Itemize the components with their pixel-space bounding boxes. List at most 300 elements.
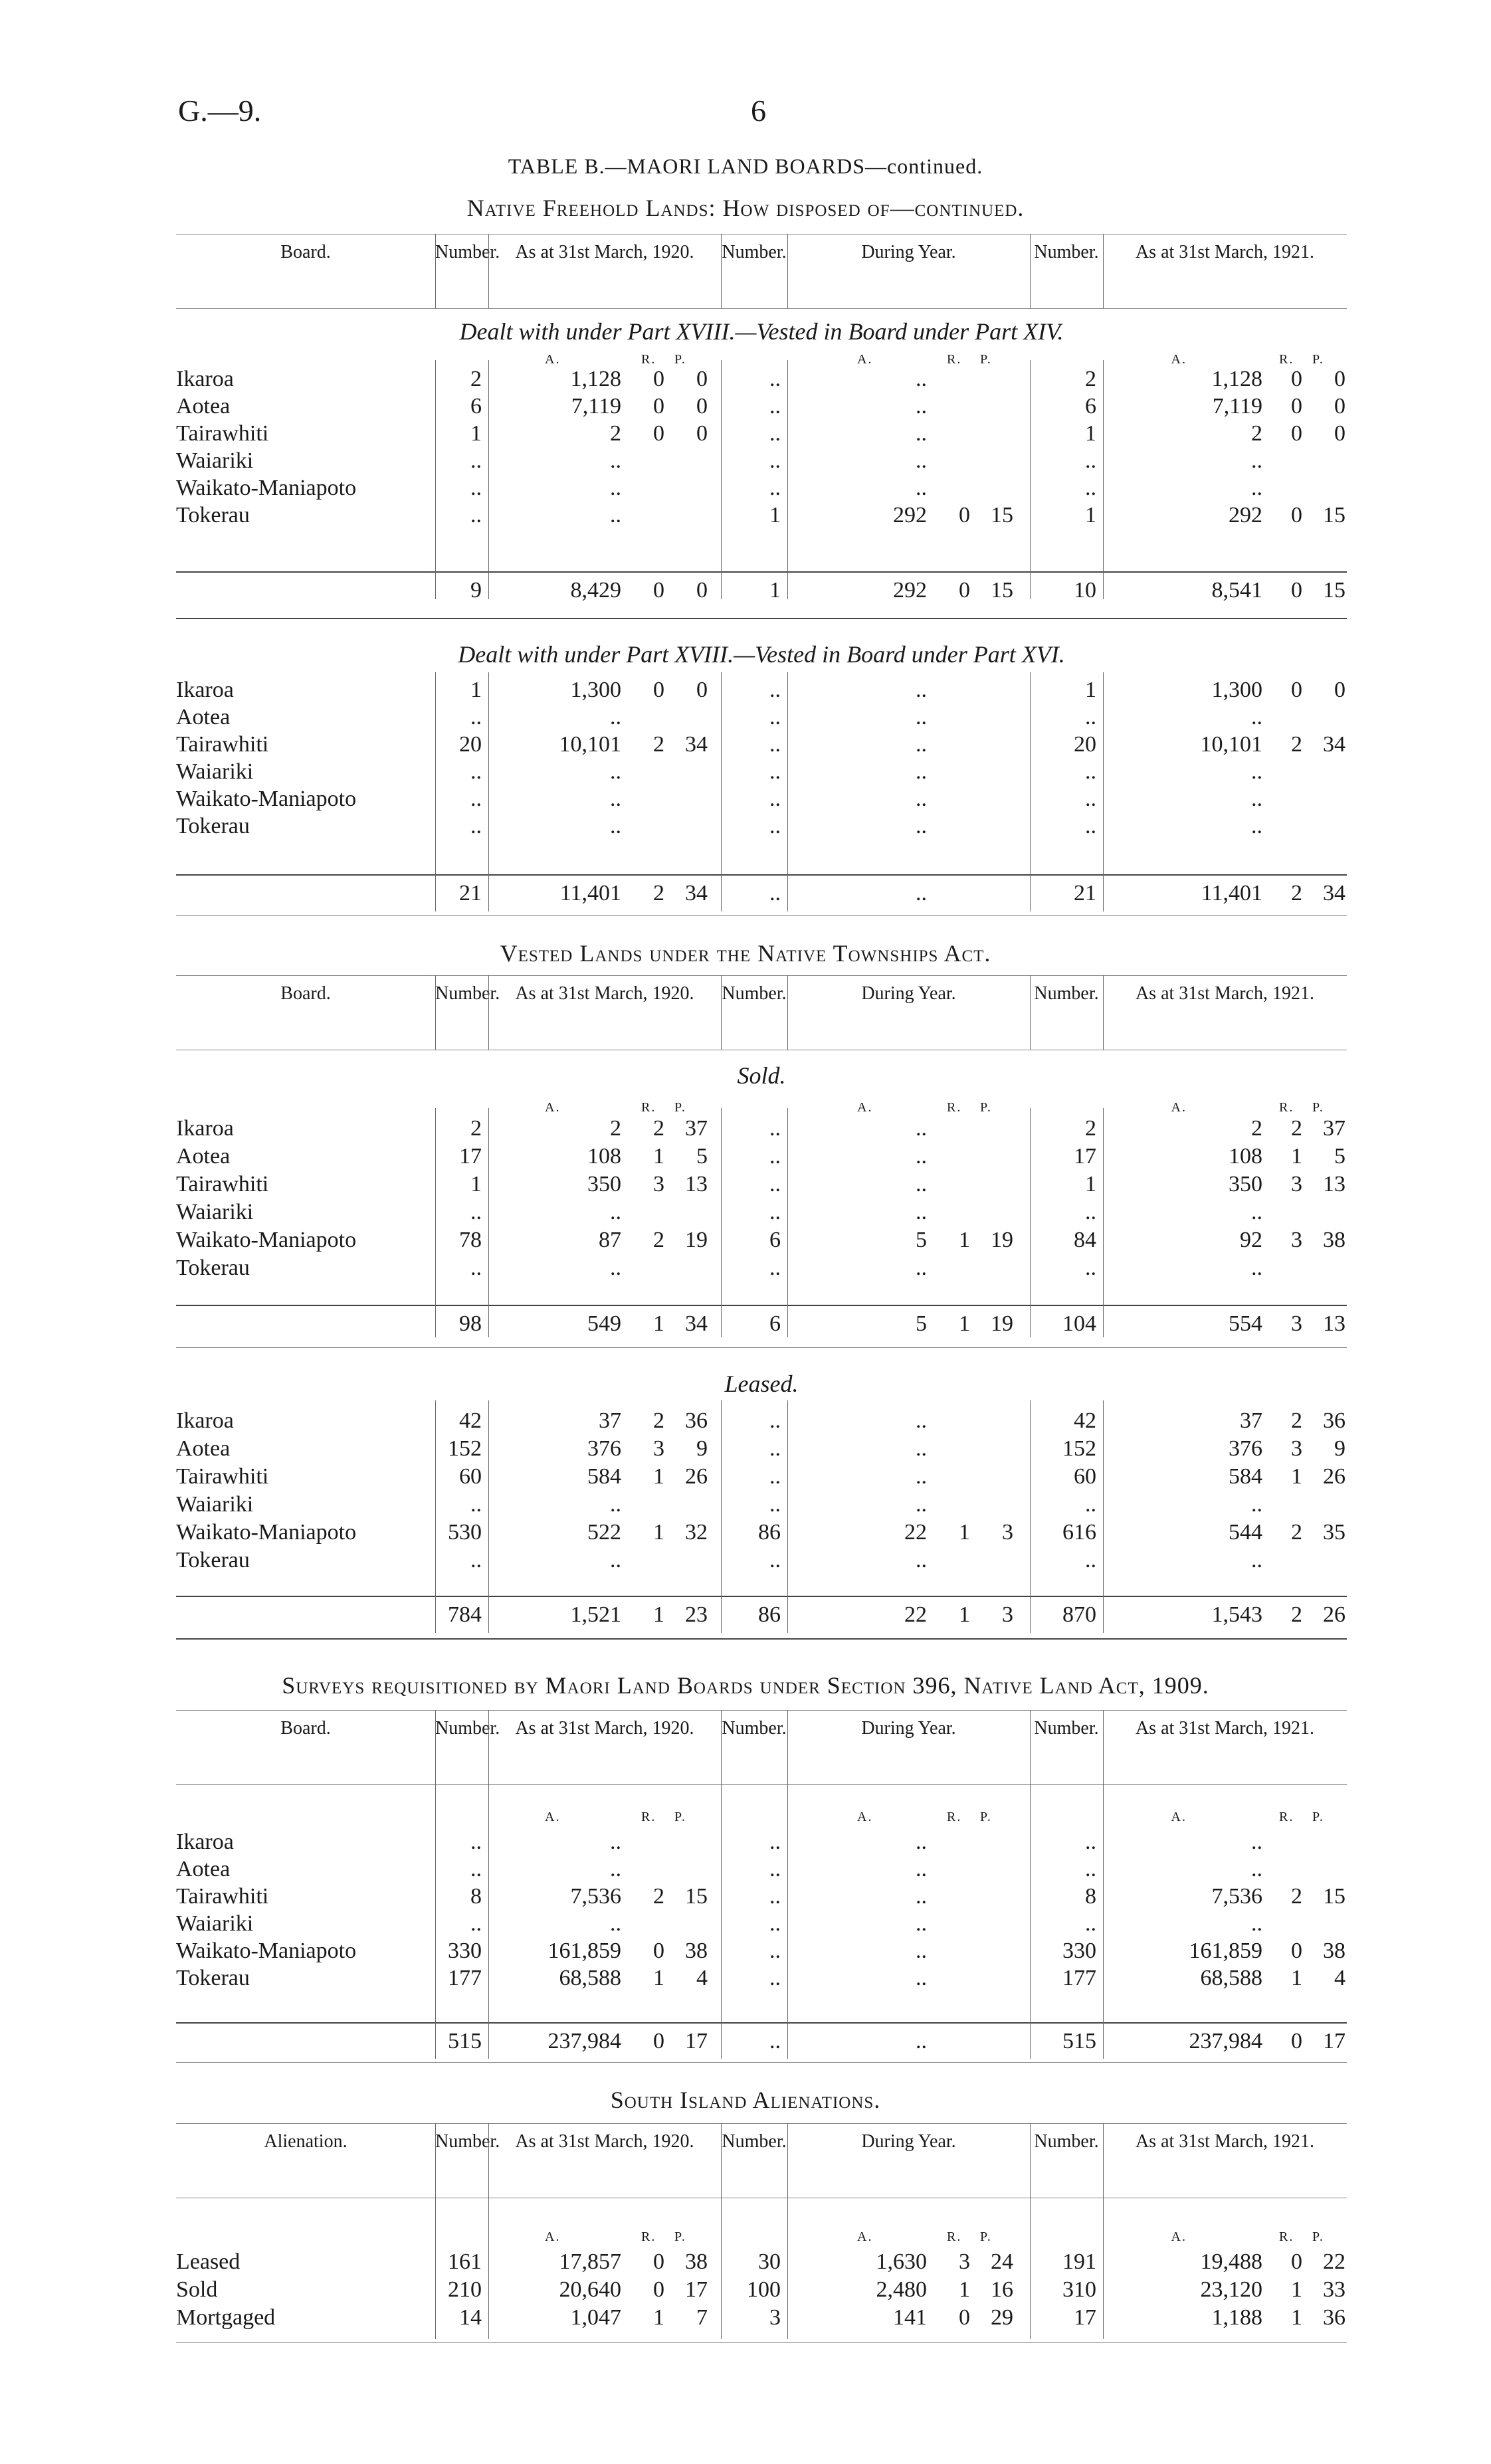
row-value: 1,188 — [1211, 2305, 1262, 2330]
row-value: 8 — [470, 1884, 482, 1909]
row-value: 210 — [448, 2277, 482, 2302]
row-value: .. — [1251, 787, 1262, 811]
rule — [176, 1710, 1347, 1711]
row-value: 2 — [653, 732, 664, 757]
rule — [176, 571, 1347, 573]
column-header-number: Number. — [435, 2131, 500, 2152]
row-value: 237,984 — [547, 2029, 621, 2053]
row-value: 15 — [685, 1884, 708, 1909]
row-value: .. — [769, 759, 781, 784]
table-row — [176, 1966, 1347, 1995]
page-number: 6 — [751, 94, 766, 128]
table-row — [176, 1830, 1347, 1859]
row-label: Waikato-Maniapoto — [176, 1228, 357, 1252]
column-rule — [721, 672, 722, 911]
row-value: 376 — [587, 1436, 621, 1461]
row-value: 19 — [991, 1311, 1013, 1336]
rule — [176, 915, 1347, 916]
row-value: .. — [769, 1939, 781, 1963]
row-value: 0 — [653, 2277, 664, 2302]
row-value: 8,429 — [570, 578, 621, 603]
row-value: 152 — [448, 1436, 482, 1461]
row-value: 2 — [1291, 1884, 1302, 1909]
row-value: .. — [916, 1857, 927, 1881]
row-value: 3 — [1291, 1311, 1302, 1336]
row-value: .. — [769, 1857, 781, 1881]
column-rule — [1103, 1108, 1104, 1337]
table-row — [176, 503, 1347, 532]
row-value: .. — [916, 1256, 927, 1280]
column-header-during-year: During Year. — [861, 242, 956, 262]
column-rule — [1103, 672, 1104, 911]
row-value: 1,128 — [570, 367, 621, 391]
total-row — [176, 578, 1347, 607]
row-value: 3 — [653, 1172, 664, 1196]
table-row — [176, 759, 1347, 789]
row-value: 3 — [1002, 1602, 1013, 1627]
row-value: .. — [1085, 787, 1096, 811]
column-rule — [488, 360, 489, 599]
row-value: 330 — [448, 1939, 482, 1963]
row-value: 2 — [1291, 1520, 1302, 1545]
row-label: Ikaroa — [176, 678, 234, 702]
row-value: 29 — [991, 2305, 1013, 2330]
row-value: 0 — [696, 678, 708, 702]
row-value: .. — [916, 1492, 927, 1517]
row-value: 2 — [1291, 1408, 1302, 1433]
row-value: .. — [610, 448, 621, 473]
row-value: .. — [1085, 814, 1096, 838]
row-value: 14 — [459, 2305, 482, 2330]
unit-acres: A. — [1171, 352, 1187, 367]
row-value: .. — [1251, 759, 1262, 784]
column-rule — [435, 672, 436, 911]
row-value: 2 — [1251, 421, 1262, 446]
row-value: 34 — [685, 732, 708, 757]
row-value: 30 — [758, 2249, 781, 2274]
column-rule — [488, 672, 489, 911]
row-value: 1 — [653, 1144, 664, 1169]
row-value: .. — [769, 814, 781, 838]
row-value: 310 — [1062, 2277, 1096, 2302]
column-rule — [488, 1400, 489, 1633]
rule — [176, 2123, 1347, 2124]
row-label: Waiariki — [176, 1911, 254, 1936]
row-value: 7,119 — [1212, 394, 1262, 419]
row-value: .. — [1085, 1492, 1096, 1517]
row-value: .. — [769, 1464, 781, 1489]
row-value: 0 — [1291, 1939, 1302, 1963]
column-header-1921: As at 31st March, 1921. — [1135, 242, 1315, 262]
unit-acres: A. — [857, 1100, 873, 1115]
column-rule — [435, 1710, 436, 2059]
column-rule — [721, 1400, 722, 1633]
row-value: .. — [1251, 1830, 1262, 1854]
total-row — [176, 1602, 1347, 1632]
row-value: 17 — [459, 1144, 482, 1169]
row-value: .. — [610, 1492, 621, 1517]
row-value: .. — [1251, 814, 1262, 838]
unit-roods: R. — [947, 352, 962, 367]
row-value: .. — [1251, 476, 1262, 500]
row-value: 0 — [653, 367, 664, 391]
row-value: 7,536 — [1211, 1884, 1262, 1909]
table-row — [176, 787, 1347, 816]
row-label: Waiariki — [176, 1492, 254, 1517]
column-rule — [721, 360, 722, 599]
unit-acres: A. — [1171, 2229, 1187, 2244]
row-value: .. — [470, 1492, 482, 1517]
row-value: 17 — [1074, 2305, 1096, 2330]
row-value: .. — [769, 1436, 781, 1461]
row-value: 2 — [610, 421, 621, 446]
row-value: .. — [916, 1966, 927, 1990]
block-subtitle: Dealt with under Part XVIII.—Vested in Board under Part XVI. — [458, 641, 1065, 668]
table-row — [176, 1228, 1347, 1257]
unit-roods: R. — [1279, 1810, 1294, 1824]
column-rule — [787, 672, 788, 911]
row-value: 2 — [653, 1116, 664, 1141]
row-value: .. — [1085, 1911, 1096, 1936]
table-row — [176, 1408, 1347, 1438]
column-rule — [1030, 1400, 1031, 1633]
row-value: 2 — [1291, 881, 1302, 905]
row-value: 13 — [1323, 1311, 1345, 1336]
row-value: 1 — [1291, 2305, 1302, 2330]
row-value: 1 — [653, 1464, 664, 1489]
row-value: 0 — [696, 421, 708, 446]
row-value: 10 — [1074, 578, 1096, 603]
row-value: 0 — [959, 503, 970, 527]
column-rule — [787, 1400, 788, 1633]
row-value: 2 — [1085, 1116, 1096, 1141]
row-value: 1 — [1291, 2277, 1302, 2302]
row-value: .. — [1085, 1256, 1096, 1280]
column-rule — [787, 975, 788, 1050]
row-value: .. — [916, 678, 927, 702]
column-rule — [435, 2123, 436, 2339]
row-value: 2 — [1291, 732, 1302, 757]
row-value: .. — [769, 1966, 781, 1990]
row-value: .. — [916, 1116, 927, 1141]
row-value: 0 — [653, 1939, 664, 1963]
row-value: 1 — [1085, 503, 1096, 527]
row-value: .. — [1085, 1548, 1096, 1572]
column-rule — [1103, 1400, 1104, 1633]
column-header-1920: As at 31st March, 1920. — [515, 983, 694, 1004]
row-label: Tairawhiti — [176, 421, 269, 446]
row-value: .. — [470, 1911, 482, 1936]
column-header-number: Number. — [435, 1718, 500, 1739]
table-row — [176, 1939, 1347, 1968]
row-value: 6 — [470, 394, 482, 419]
rule — [176, 308, 1347, 309]
rule — [176, 1596, 1347, 1597]
row-value: 870 — [1062, 1602, 1096, 1627]
unit-roods: R. — [1279, 2229, 1294, 2244]
column-rule — [435, 234, 436, 308]
column-rule — [1103, 975, 1104, 1050]
row-value: .. — [470, 1830, 482, 1854]
row-label: Sold — [176, 2277, 218, 2302]
row-value: .. — [470, 503, 482, 527]
row-value: 26 — [1323, 1602, 1345, 1627]
row-value: .. — [916, 2029, 927, 2053]
table-row — [176, 1911, 1347, 1941]
row-value: 38 — [685, 1939, 708, 1963]
column-rule — [1103, 360, 1104, 599]
row-value: 37 — [599, 1408, 621, 1433]
unit-acres: A. — [1171, 1100, 1187, 1115]
row-value: 292 — [893, 578, 927, 603]
row-value: 22 — [904, 1520, 927, 1545]
row-value: 38 — [685, 2249, 708, 2274]
unit-perches: P. — [980, 1100, 992, 1115]
table-row — [176, 678, 1347, 707]
data-table — [176, 1710, 1347, 2058]
row-value: 1 — [1085, 421, 1096, 446]
row-value: 78 — [459, 1228, 482, 1252]
row-value: 1 — [959, 1228, 970, 1252]
row-value: .. — [916, 367, 927, 391]
row-value: 0 — [1291, 578, 1302, 603]
column-header-during-year: During Year. — [861, 983, 956, 1004]
row-value: .. — [470, 476, 482, 500]
column-rule — [435, 360, 436, 599]
table-row — [176, 448, 1347, 478]
unit-acres: A. — [545, 1810, 561, 1824]
row-value: 100 — [747, 2277, 781, 2302]
row-label: Waiariki — [176, 448, 254, 473]
row-value: 15 — [991, 578, 1013, 603]
row-label: Waikato-Maniapoto — [176, 1520, 357, 1545]
row-value: 2 — [470, 367, 482, 391]
row-value: 161,859 — [1189, 1939, 1262, 1963]
row-value: 522 — [587, 1520, 621, 1545]
row-value: .. — [916, 448, 927, 473]
row-value: .. — [769, 1116, 781, 1141]
row-value: .. — [470, 759, 482, 784]
row-value: 2 — [610, 1116, 621, 1141]
row-value: 0 — [1291, 394, 1302, 419]
row-value: 86 — [758, 1520, 781, 1545]
row-label: Aotea — [176, 705, 231, 729]
table-row — [176, 1116, 1347, 1145]
row-value: .. — [610, 759, 621, 784]
row-value: .. — [769, 367, 781, 391]
row-value: 5 — [696, 1144, 708, 1169]
unit-roods: R. — [947, 1810, 962, 1824]
row-label: Leased — [176, 2249, 241, 2274]
row-value: 2 — [653, 1228, 664, 1252]
row-value: 9 — [470, 578, 482, 603]
table-row — [176, 1464, 1347, 1493]
column-header-during-year: During Year. — [861, 1718, 956, 1739]
row-label: Tairawhiti — [176, 732, 269, 757]
table-row — [176, 1144, 1347, 1173]
row-value: 19 — [685, 1228, 708, 1252]
row-value: 1 — [1085, 1172, 1096, 1196]
row-value: .. — [769, 678, 781, 702]
row-value: .. — [1085, 1200, 1096, 1224]
unit-roods: R. — [1279, 1100, 1294, 1115]
row-value: .. — [769, 732, 781, 757]
column-rule — [1030, 672, 1031, 911]
row-label: Waikato-Maniapoto — [176, 1939, 357, 1963]
column-rule — [1030, 975, 1031, 1050]
row-value: .. — [610, 503, 621, 527]
rule — [176, 234, 1347, 235]
row-value: 22 — [1323, 2249, 1345, 2274]
row-value: 515 — [448, 2029, 482, 2053]
row-value: 4 — [1334, 1966, 1345, 1990]
row-value: 36 — [685, 1408, 708, 1433]
row-value: 0 — [696, 394, 708, 419]
row-value: 1 — [653, 1311, 664, 1336]
column-header-1921: As at 31st March, 1921. — [1135, 983, 1315, 1004]
row-value: 1 — [959, 1602, 970, 1627]
table-row — [176, 1200, 1347, 1229]
rule — [176, 1784, 1347, 1785]
column-rule — [488, 1108, 489, 1337]
row-value: 0 — [959, 2305, 970, 2330]
row-value: 4 — [696, 1966, 708, 1990]
row-value: 152 — [1062, 1436, 1096, 1461]
row-value: .. — [1085, 448, 1096, 473]
row-value: 34 — [685, 881, 708, 905]
row-value: 8 — [1085, 1884, 1096, 1909]
row-value: .. — [1251, 1200, 1262, 1224]
row-value: 32 — [685, 1520, 708, 1545]
row-value: .. — [916, 1144, 927, 1169]
row-value: .. — [916, 787, 927, 811]
row-value: 13 — [685, 1172, 708, 1196]
row-value: 584 — [587, 1464, 621, 1489]
column-header-1921: As at 31st March, 1921. — [1135, 2131, 1315, 2152]
rule — [176, 618, 1347, 619]
block-subtitle: Dealt with under Part XVIII.—Vested in Board under Part XIV. — [459, 318, 1064, 345]
row-value: 24 — [991, 2249, 1013, 2274]
row-value: .. — [916, 476, 927, 500]
table-row — [176, 1172, 1347, 1201]
row-value: .. — [916, 759, 927, 784]
row-label: Tokerau — [176, 1256, 250, 1280]
row-value: 23,120 — [1200, 2277, 1262, 2302]
row-value: 2 — [1251, 1116, 1262, 1141]
row-value: 68,588 — [559, 1966, 621, 1990]
row-value: .. — [916, 814, 927, 838]
row-label: Tokerau — [176, 503, 250, 527]
rule — [176, 1638, 1347, 1640]
column-rule — [787, 360, 788, 599]
row-value: 1,128 — [1211, 367, 1262, 391]
rule — [176, 1305, 1347, 1306]
row-value: 9 — [696, 1436, 708, 1461]
unit-acres: A. — [857, 2229, 873, 2244]
row-value: 3 — [959, 2249, 970, 2274]
row-value: .. — [470, 1548, 482, 1572]
row-value: 1,630 — [876, 2249, 927, 2274]
row-value: 15 — [1323, 503, 1345, 527]
row-label: Tairawhiti — [176, 1172, 269, 1196]
row-value: 8,541 — [1211, 578, 1262, 603]
row-value: .. — [470, 814, 482, 838]
row-value: 26 — [685, 1464, 708, 1489]
row-value: 15 — [1323, 578, 1345, 603]
row-value: 37 — [685, 1116, 708, 1141]
unit-acres: A. — [545, 1100, 561, 1115]
row-value: 60 — [1074, 1464, 1096, 1489]
row-value: 84 — [1074, 1228, 1096, 1252]
row-value: 350 — [587, 1172, 621, 1196]
row-value: 1 — [1291, 1464, 1302, 1489]
row-value: 34 — [1323, 881, 1345, 905]
row-value: .. — [1085, 759, 1096, 784]
row-value: 35 — [1323, 1520, 1345, 1545]
row-value: 3 — [1002, 1520, 1013, 1545]
row-label: Tairawhiti — [176, 1884, 269, 1909]
table-row — [176, 1492, 1347, 1521]
row-value: 0 — [653, 2029, 664, 2053]
row-value: 3 — [1291, 1436, 1302, 1461]
row-value: 1,300 — [1211, 678, 1262, 702]
row-value: .. — [1085, 705, 1096, 729]
row-value: 554 — [1229, 1311, 1262, 1336]
row-value: .. — [769, 1408, 781, 1433]
row-value: 19 — [991, 1228, 1013, 1252]
column-rule — [435, 975, 436, 1050]
column-rule — [721, 975, 722, 1050]
row-value: .. — [470, 705, 482, 729]
row-value: .. — [610, 1200, 621, 1224]
row-value: 1,300 — [570, 678, 621, 702]
row-value: .. — [769, 421, 781, 446]
unit-roods: R. — [641, 1810, 656, 1824]
row-value: 1 — [1291, 1144, 1302, 1169]
unit-acres: A. — [545, 352, 561, 367]
row-label: Waikato-Maniapoto — [176, 476, 357, 500]
row-value: 38 — [1323, 1228, 1345, 1252]
column-header-board: Alienation. — [264, 2131, 348, 2152]
row-value: 177 — [448, 1966, 482, 1990]
row-value: 1,543 — [1211, 1602, 1262, 1627]
row-value: .. — [916, 1548, 927, 1572]
row-value: 21 — [459, 881, 482, 905]
unit-perches: P. — [1312, 1100, 1324, 1115]
row-value: .. — [916, 1436, 927, 1461]
row-value: 0 — [653, 678, 664, 702]
row-value: 108 — [1229, 1144, 1262, 1169]
table-row — [176, 732, 1347, 761]
table-row — [176, 2249, 1347, 2279]
row-value: 98 — [459, 1311, 482, 1336]
row-value: 3 — [1291, 1172, 1302, 1196]
unit-roods: R. — [947, 2229, 962, 2244]
row-value: .. — [610, 705, 621, 729]
row-value: .. — [1251, 1548, 1262, 1572]
unit-roods: R. — [641, 2229, 656, 2244]
column-header-number: Number. — [722, 2131, 787, 2152]
row-value: .. — [769, 787, 781, 811]
row-value: 0 — [653, 578, 664, 603]
table-row — [176, 2305, 1347, 2334]
row-value: .. — [916, 394, 927, 419]
column-header-number: Number. — [722, 242, 787, 262]
column-header-number: Number. — [1034, 242, 1099, 262]
column-header-board: Board. — [280, 983, 331, 1004]
column-header-number: Number. — [435, 983, 500, 1004]
unit-perches: P. — [1312, 352, 1324, 367]
